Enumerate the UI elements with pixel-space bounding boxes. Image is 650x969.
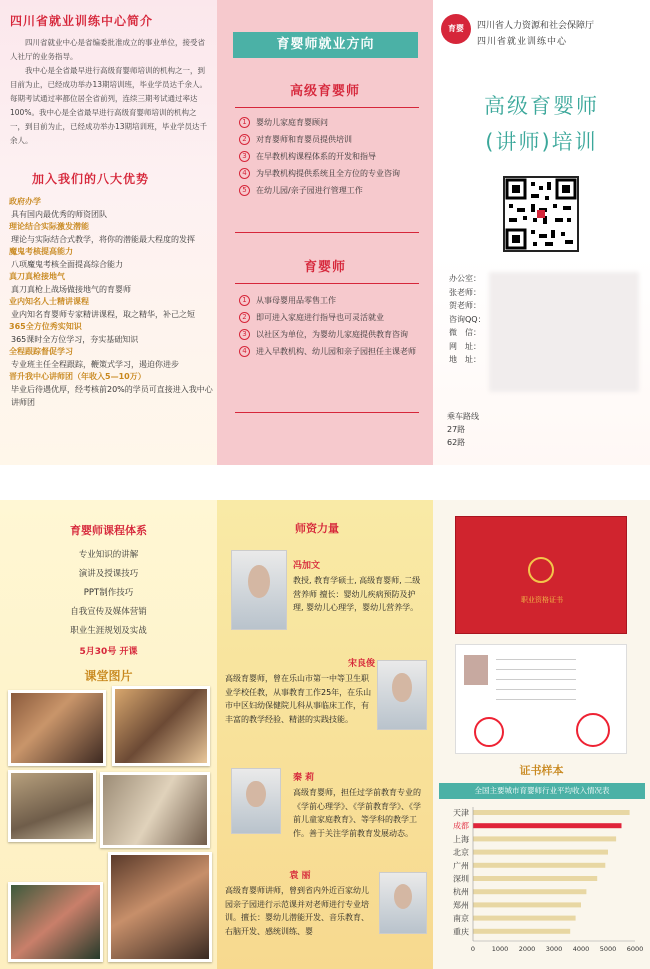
item-number: 3 bbox=[239, 329, 250, 340]
career-item bbox=[239, 292, 424, 309]
certificate-photo bbox=[464, 655, 488, 685]
advantage-desc: 理论与实际结合式教学，将你的潜能最大程度的发挥 bbox=[11, 235, 195, 244]
certificate-title: 证书样本 bbox=[519, 764, 564, 777]
bus-line: 62路 bbox=[447, 438, 466, 447]
senior-title: 高级育婴师 bbox=[289, 84, 360, 99]
teacher-card bbox=[293, 558, 425, 615]
text-line bbox=[496, 699, 576, 700]
career-item bbox=[239, 131, 424, 148]
bar bbox=[473, 876, 597, 881]
classroom-photo[interactable] bbox=[8, 770, 96, 842]
fold-gap bbox=[0, 465, 650, 500]
bar bbox=[473, 889, 586, 894]
item-number: 5 bbox=[239, 185, 250, 196]
category-label: 杭州 bbox=[453, 887, 469, 897]
contact-label: 网 址： bbox=[449, 341, 481, 351]
certificate-cover-text: 职业资格证书 bbox=[521, 596, 563, 604]
teacher-name: 秦 莉 bbox=[293, 773, 315, 783]
teacher-card bbox=[225, 656, 375, 726]
intro-paragraph: 我中心是全省最早进行高级育婴师培训的机构之一，到目前为止，已经成功举办13期培训班，毕业学员达千余人。每期考试通过率都位居全省前列，连续三期考试通过率达100%。我中心是全省最早进行高级育婴师培训的机构之一，到目前为止，已经成功举办13期培训班，毕业学员达千余人。 bbox=[10, 66, 208, 145]
course-item: 演讲及授课技巧 bbox=[78, 569, 139, 579]
teacher-name: 宋良俊 bbox=[347, 659, 375, 669]
category-label: 南京 bbox=[453, 914, 469, 924]
bus-route bbox=[447, 410, 479, 449]
cover-panel bbox=[433, 0, 650, 465]
advantage-item bbox=[9, 296, 217, 321]
category-label: 广州 bbox=[453, 861, 469, 871]
category-label: 深圳 bbox=[453, 874, 469, 884]
career-item-text: 进入早教机构、幼儿园和亲子园担任主课老师 bbox=[256, 347, 416, 356]
tick-label: 5000 bbox=[599, 945, 617, 953]
divider bbox=[235, 107, 419, 108]
cover-subtitle: (讲师)培训 bbox=[485, 130, 598, 154]
item-number: 2 bbox=[239, 134, 250, 145]
career-panel bbox=[217, 0, 433, 465]
advantage-item bbox=[9, 246, 217, 271]
junior-list bbox=[239, 292, 424, 360]
advantage-desc: 专业班主任全程跟踪，鞭策式学习，遏迫你进步 bbox=[11, 360, 179, 369]
org-name-primary: 四川省人力资源和社会保障厅 bbox=[477, 21, 595, 31]
start-date: 5月30号 开课 bbox=[79, 647, 138, 657]
teacher-card bbox=[225, 868, 375, 938]
contact-label: 地 址： bbox=[449, 355, 481, 364]
course-list bbox=[0, 546, 217, 641]
advantage-heading: 晋升我中心讲师团（年收入5—10万） bbox=[9, 372, 146, 381]
contact-list bbox=[449, 272, 486, 367]
career-item-text: 以社区为单位，为婴幼儿家庭提供教育咨询 bbox=[256, 330, 408, 339]
logo: 育婴 bbox=[441, 14, 471, 44]
advantage-heading: 真刀真枪接地气 bbox=[9, 272, 65, 281]
advantage-desc: 365课时全方位学习，夯实基础知识 bbox=[11, 335, 139, 344]
category-label: 北京 bbox=[453, 848, 469, 858]
advantage-item bbox=[9, 271, 217, 296]
seal-icon bbox=[474, 717, 504, 747]
teacher-bio: 高级育婴师，担任过学前教育专业的《学前心理学》、《学前教育学》、《学前儿童家庭教育》、等学科的教学工作。善于关注学前教育发展动态。 bbox=[293, 788, 421, 838]
cover-title: 高级育婴师 bbox=[484, 94, 599, 118]
item-number: 4 bbox=[239, 168, 250, 179]
income-chart bbox=[439, 783, 645, 965]
bar bbox=[473, 810, 630, 815]
text-line bbox=[496, 689, 576, 690]
teacher-photo bbox=[231, 550, 287, 630]
category-label: 重庆 bbox=[453, 927, 469, 937]
intro-text bbox=[10, 36, 210, 148]
teacher-name: 袁 丽 bbox=[289, 871, 311, 881]
advantage-heading: 业内知名人士精讲课程 bbox=[9, 297, 89, 306]
bus-label: 乘车路线 bbox=[447, 412, 479, 421]
course-item: 专业知识的讲解 bbox=[78, 550, 139, 560]
bar bbox=[473, 863, 605, 868]
teacher-bio: 高级育婴师，曾在乐山市第一中等卫生职业学校任教，从事教育工作25年，在乐山市中区妇幼保健院儿科从事临床工作，有丰富的教学经验、精湛的实践技能。 bbox=[225, 674, 372, 724]
intro-title: 四川省就业训练中心简介 bbox=[10, 14, 154, 28]
tick-label: 4000 bbox=[572, 945, 590, 953]
category-label: 成都 bbox=[453, 821, 469, 831]
advantage-desc: 真刀真枪上战场做接地气的育婴师 bbox=[11, 285, 131, 294]
bar bbox=[473, 902, 581, 907]
course-item: 职业生涯规划及实战 bbox=[70, 626, 147, 636]
tick-label: 1000 bbox=[491, 945, 509, 953]
teachers-title: 师资力量 bbox=[295, 522, 339, 535]
advantages-list bbox=[9, 196, 217, 409]
career-item-text: 在幼儿园/亲子园进行管理工作 bbox=[256, 186, 363, 195]
tick-label: 3000 bbox=[545, 945, 563, 953]
item-number: 3 bbox=[239, 151, 250, 162]
advantage-heading: 理论结合实际激发潜能 bbox=[9, 222, 89, 231]
item-number: 2 bbox=[239, 312, 250, 323]
certificate-panel bbox=[433, 500, 650, 969]
career-item bbox=[239, 148, 424, 165]
intro-paragraph: 四川省就业中心是省编委批准成立的事业单位，接受省人社厅的业务指导。 bbox=[10, 38, 205, 61]
seal-icon bbox=[576, 713, 610, 747]
classroom-photo[interactable] bbox=[112, 686, 210, 766]
teachers-panel bbox=[217, 500, 433, 969]
teacher-bio: 教授, 教育学硕士, 高级育婴师, 二级营养师 擅长：婴幼儿疾病预防及护理, 婴幼儿心理学，婴幼儿营养学。 bbox=[293, 576, 421, 612]
item-number: 4 bbox=[239, 346, 250, 357]
contact-label: 张老师： bbox=[449, 287, 481, 297]
senior-list bbox=[239, 114, 424, 199]
text-line bbox=[496, 669, 576, 670]
career-item bbox=[239, 165, 424, 182]
career-item-text: 婴幼儿家庭育婴顾问 bbox=[256, 118, 328, 127]
advantage-item bbox=[9, 371, 217, 409]
advantage-heading: 全程跟踪督促学习 bbox=[9, 347, 73, 356]
course-item: 自我宣传及媒体营销 bbox=[70, 607, 147, 617]
contact-label: 办公室： bbox=[449, 274, 481, 283]
course-item: PPT制作技巧 bbox=[83, 588, 134, 598]
bar bbox=[473, 836, 616, 841]
advantage-item bbox=[9, 346, 217, 371]
item-number: 1 bbox=[239, 117, 250, 128]
text-line bbox=[496, 679, 576, 680]
junior-title: 育婴师 bbox=[303, 260, 346, 275]
category-label: 天津 bbox=[453, 808, 469, 818]
advantage-heading: 魔鬼考核提高能力 bbox=[9, 247, 73, 256]
bar bbox=[473, 916, 576, 921]
career-item bbox=[239, 309, 424, 326]
national-emblem-icon bbox=[528, 557, 554, 583]
classroom-photo[interactable] bbox=[8, 690, 106, 766]
org-name-secondary: 四川省就业训练中心 bbox=[477, 37, 568, 47]
advantage-item bbox=[9, 321, 217, 346]
teacher-photo bbox=[231, 768, 281, 834]
contact-label: 微 信： bbox=[449, 328, 481, 337]
bar bbox=[473, 823, 622, 828]
item-number: 1 bbox=[239, 295, 250, 306]
text-line bbox=[496, 659, 576, 660]
divider bbox=[235, 232, 419, 233]
tick-label: 6000 bbox=[626, 945, 644, 953]
certificate-cover bbox=[455, 516, 627, 634]
classroom-photo[interactable] bbox=[100, 772, 210, 848]
career-item bbox=[239, 326, 424, 343]
intro-panel bbox=[0, 0, 217, 465]
bar bbox=[473, 850, 608, 855]
career-item-text: 从事母婴用品零售工作 bbox=[256, 296, 336, 305]
career-item-text: 在早教机构课程体系的开发和指导 bbox=[256, 152, 376, 161]
advantage-heading: 政府办学 bbox=[9, 197, 41, 206]
teacher-bio: 高级育婴师讲师，曾到省内外近百家幼儿园亲子园进行示范课并对老师进行专业培训。擅长：婴幼儿潜能开发、音乐教育、右脑开发、感统训练、婴 bbox=[225, 886, 369, 936]
teacher-photo bbox=[379, 872, 427, 934]
tick-label: 0 bbox=[470, 945, 476, 953]
career-item bbox=[239, 343, 424, 360]
divider bbox=[235, 412, 419, 413]
course-panel bbox=[0, 500, 217, 969]
redacted-contact-info bbox=[489, 272, 639, 392]
career-item bbox=[239, 114, 424, 131]
teacher-card bbox=[293, 770, 427, 840]
category-label: 郑州 bbox=[453, 900, 469, 910]
career-item-text: 对育婴师和育婴员提供培训 bbox=[256, 135, 352, 144]
advantage-heading: 365全方位秀实知识 bbox=[9, 322, 82, 331]
qr-icon bbox=[505, 178, 577, 250]
certificate-sheet bbox=[455, 644, 627, 754]
courses-title: 育婴师课程体系 bbox=[70, 524, 147, 537]
teacher-photo bbox=[377, 660, 427, 730]
career-item-text: 为早教机构提供系统且全方位的专业咨询 bbox=[256, 169, 400, 178]
advantage-desc: 具有国内最优秀的师资团队 bbox=[11, 210, 107, 219]
classroom-photo[interactable] bbox=[8, 882, 103, 962]
teacher-name: 冯加文 bbox=[293, 561, 321, 571]
bus-line: 27路 bbox=[447, 425, 466, 434]
chart-plot bbox=[439, 801, 645, 965]
career-item bbox=[239, 182, 424, 199]
advantage-desc: 八项魔鬼考核全面提高综合能力 bbox=[11, 260, 123, 269]
advantage-desc: 毕业后待遇优厚，经考核前20%的学员可直接进入我中心讲师团 bbox=[11, 385, 213, 407]
qr-code[interactable] bbox=[503, 176, 579, 252]
advantage-item bbox=[9, 221, 217, 246]
chart-title: 全国主要城市育婴师行业平均收入情况表 bbox=[439, 783, 645, 799]
bar bbox=[473, 929, 570, 934]
category-label: 上海 bbox=[453, 834, 469, 844]
advantage-item bbox=[9, 196, 217, 221]
contact-label: 贺老师： bbox=[449, 301, 481, 310]
photos-title: 课堂图片 bbox=[84, 669, 133, 683]
divider bbox=[235, 283, 419, 284]
advantage-desc: 业内知名育婴师专家精讲课程，取之精华，补己之短 bbox=[11, 310, 195, 319]
career-banner: 育婴师就业方向 bbox=[233, 32, 418, 58]
advantages-title: 加入我们的八大优势 bbox=[32, 172, 150, 186]
contact-label: 咨询QQ： bbox=[449, 314, 486, 324]
classroom-photo[interactable] bbox=[108, 852, 212, 962]
career-item-text: 即可进入家庭进行指导也可灵活就业 bbox=[256, 313, 384, 322]
tick-label: 2000 bbox=[518, 945, 536, 953]
